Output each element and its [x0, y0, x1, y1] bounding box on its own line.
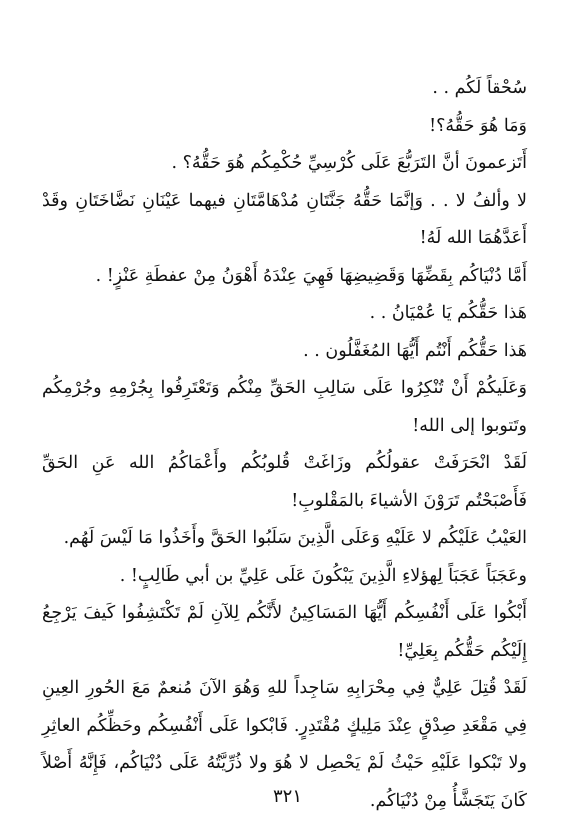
paragraph: لا وألفُ لا . . وَإنَّمَا حَقُّهُ جَنَّتَانِ مُدْهَامَّتَانِ فيهما عَيْنَانِ نَضَّاخَتَانِ وقَدْ أَعَدَّهُمَا الله لَهُ!: [42, 190, 527, 248]
paragraph: وَعَلَيكُمْ أَنْ تُنْكِرُوا عَلَى سَالِبِ الحَقِّ مِنْكُم وَتَعْتَرِفُوا بِجُرْمِهِ وجُرْمِكُم وتَتوبوا إلى الله!: [42, 378, 527, 436]
page-number: ٣٢١: [272, 786, 302, 807]
paragraph: وَمَا هُوَ حَقُّهُ؟!: [429, 115, 527, 136]
paragraph: هَذا حَقُّكُم أَنْتُم أَيُّهَا المُغَفَّلُون . .: [303, 340, 527, 361]
paragraph: سُحْقاً لَكُم . .: [432, 78, 527, 98]
paragraph: أَبْكُوا عَلَى أَنْفُسِكُم أَيُّهَا المَسَاكِينُ لأَنَّكُم لِلآنِ لَمْ تَكْتَشِفُوا كَيفَ يَرْجِعُ إِلَيْكُم حَقُّكُم بِعَلِيِّ!: [42, 603, 527, 661]
paragraph: أَمَّا دُنْيَاكُم بِقَضِّهَا وَقَضِيضِهَا فَهِيَ عِنْدَهُ أَهْوَنُ مِنْ عفطَةِ عَنْزٍ! .: [95, 265, 527, 286]
paragraph: لَقَدْ انْحَرَفَتْ عقولُكُم وزَاغَتْ قُلوبُكُم وأَعْمَاكُمُ الله عَنِ الحَقِّ فَأَصْبَحْتُم تَرَوْنَ الأشياءَ بالمَقْلوبِ!: [42, 453, 527, 511]
paragraph: لَقَدْ قُتِلَ عَلِيٌّ فِي مِحْرَابِهِ سَاجِداً للهِ وَهُوَ الآنَ مُنعمٌ مَعَ الحُورِ العِينِ فِي مَقْعَدِ صِدْقٍ عِنْدَ مَلِيكٍ مُقْتَدِرٍ. فَابْكوا عَلَى أَنْفُسِكُم وحَظِّكُم العاثِرِ ولا تَبْكوا عَلَيْهِ حَيْثُ لَمْ يَحْصِل لا هُوَ ولا ذُرِّيَّتُهُ عَلَى دُنْيَاكُم، فَإِنَّهُ أَصْلاً كَانَ يَتَجَشَّأُ مِنْ دُنْيَاكُم.: [42, 678, 527, 811]
paragraph: أَتَزعمونَ أنَّ التَرَبُّعَ عَلَى كُرْسِيِّ حُكْمِكُم هُوَ حَقُّهُ؟ .: [171, 153, 527, 173]
paragraph: هَذا حَقُّكُم يَا عُمْيَانُ . .: [369, 303, 527, 323]
paragraph: وعَجَبَاً عَجَبَاً لِهؤلاءِ الَّذِينَ يَبْكُونَ عَلَى عَلِيِّ بن أبي طَالِبٍ! .: [119, 565, 527, 586]
page-text: [42, 70, 527, 820]
paragraph: العَيْبُ عَلَيْكُم لا عَلَيْهِ وَعَلَى الَّذِينَ سَلَبُوا الحَقَّ وأَخَذُوا مَا لَيْسَ لَهُم.: [63, 528, 527, 548]
